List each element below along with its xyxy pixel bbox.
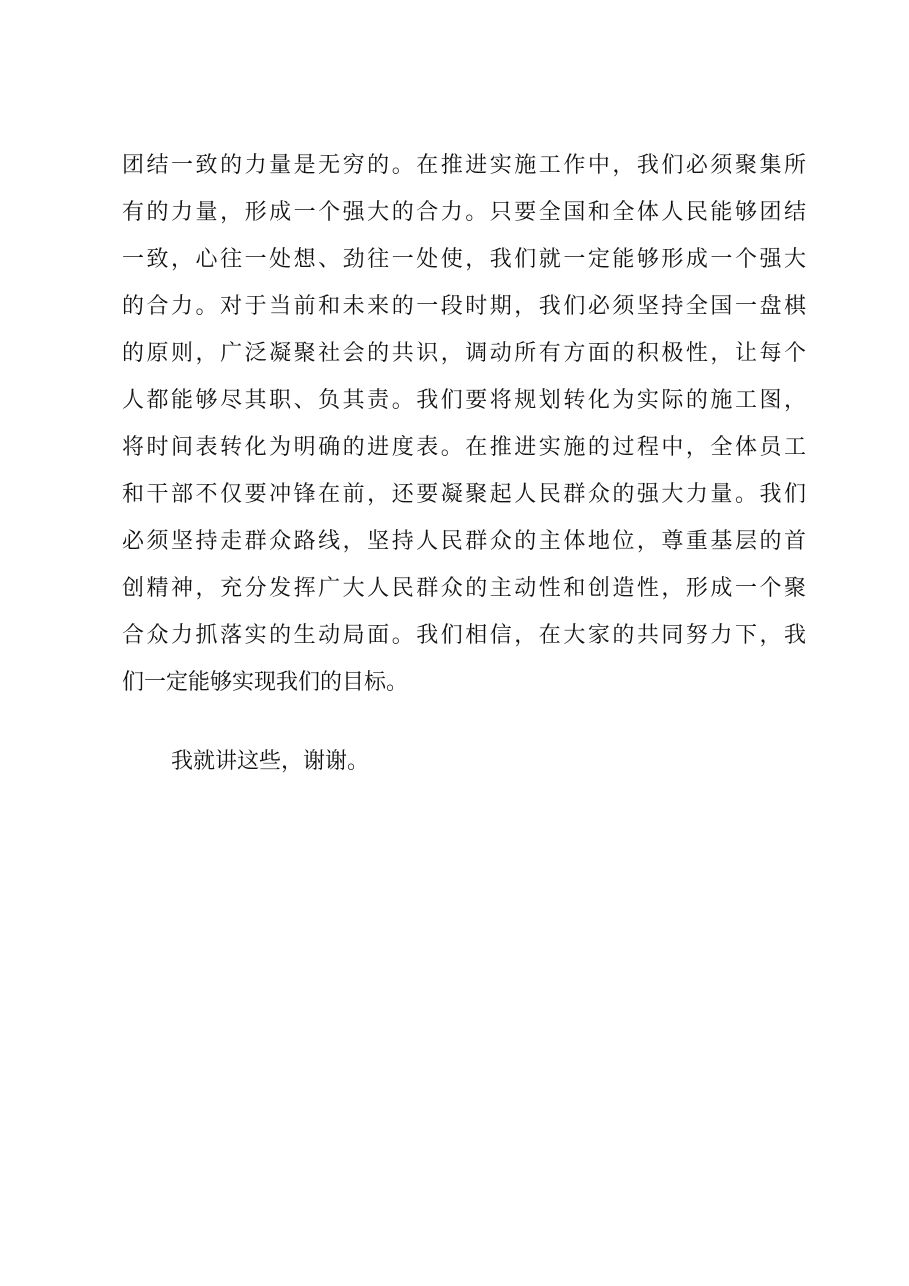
paragraph-line: 们一定能够实现我们的目标。 xyxy=(122,670,409,695)
paragraph-line: 合众力抓落实的生动局面。我们相信，在大家的共同努力下，我 xyxy=(122,623,806,648)
body-paragraph xyxy=(122,142,806,706)
paragraph-line: 将时间表转化为明确的进度表。在推进实施的过程中，全体员工 xyxy=(122,435,806,460)
paragraph-line: 人都能够尽其职、负其责。我们要将规划转化为实际的施工图， xyxy=(122,388,806,413)
paragraph-line: 和干部不仅要冲锋在前，还要凝聚起人民群众的强大力量。我们 xyxy=(122,482,806,507)
paragraph-line: 一致，心往一处想、劲往一处使，我们就一定能够形成一个强大 xyxy=(122,247,806,272)
closing-remark: 我就讲这些，谢谢。 xyxy=(171,749,370,774)
paragraph-line: 的合力。对于当前和未来的一段时期，我们必须坚持全国一盘棋 xyxy=(122,294,806,319)
paragraph-line: 团结一致的力量是无穷的。在推进实施工作中，我们必须聚集所 xyxy=(122,153,806,178)
paragraph-line: 创精神，充分发挥广大人民群众的主动性和创造性，形成一个聚 xyxy=(122,576,806,601)
paragraph-line: 必须坚持走群众路线，坚持人民群众的主体地位，尊重基层的首 xyxy=(122,529,806,554)
paragraph-line: 有的力量，形成一个强大的合力。只要全国和全体人民能够团结 xyxy=(122,200,806,225)
paragraph-line: 的原则，广泛凝聚社会的共识，调动所有方面的积极性，让每个 xyxy=(122,341,806,366)
